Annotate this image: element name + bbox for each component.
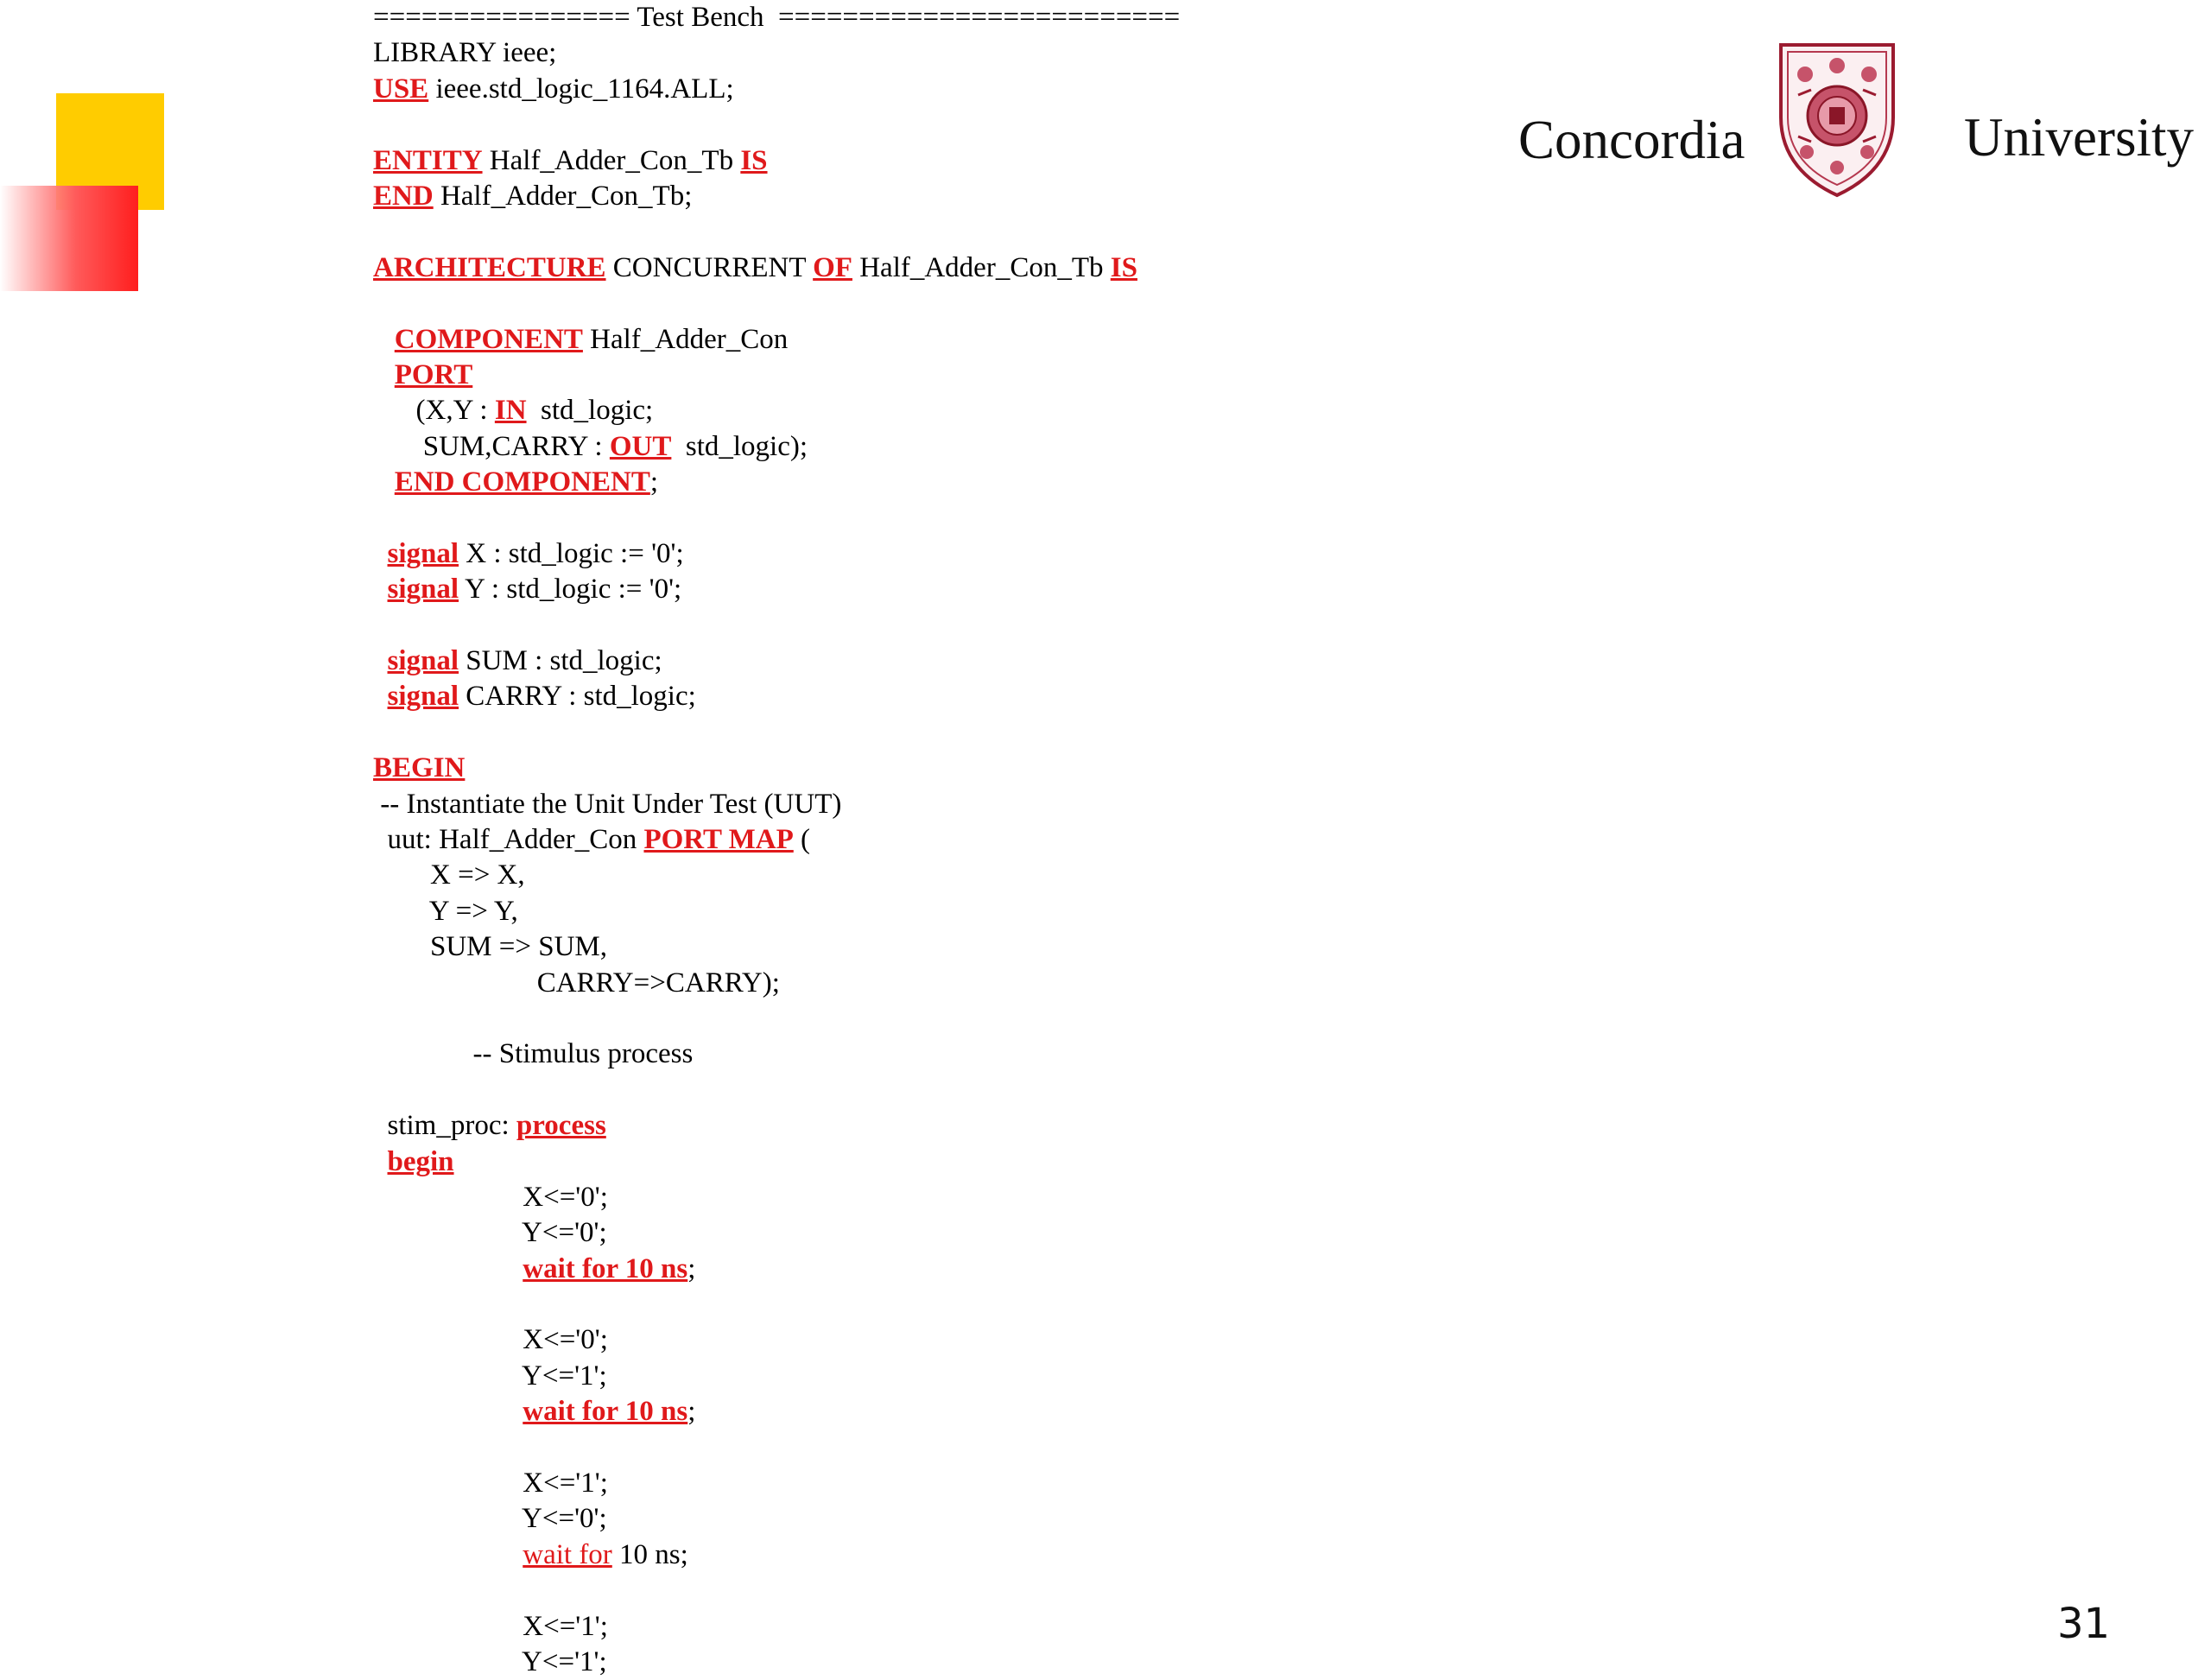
- code-text: ;: [687, 1252, 696, 1284]
- code-line: [373, 1394, 1180, 1430]
- code-text: uut: Half_Adder_Con: [373, 823, 644, 855]
- code-line: [373, 572, 1180, 607]
- code-line: [373, 751, 1180, 786]
- vhdl-code-block: [373, 0, 1180, 1680]
- code-text: ;: [687, 1396, 696, 1428]
- code-text: SUM => SUM,: [373, 931, 608, 963]
- code-text: [373, 1253, 523, 1284]
- code-keyword: wait for 10 ns: [523, 1252, 688, 1284]
- code-text: X<='0';: [373, 1181, 608, 1213]
- code-line: [373, 1501, 1180, 1537]
- code-line: [373, 1645, 1180, 1680]
- code-text: CARRY : std_logic;: [459, 681, 696, 713]
- code-text: Y<='0';: [373, 1503, 607, 1535]
- code-keyword: wait for 10 ns: [523, 1396, 688, 1428]
- code-line: [373, 107, 1180, 143]
- code-text: [373, 324, 395, 355]
- code-text: stim_proc:: [373, 1110, 516, 1142]
- code-text: Half_Adder_Con: [582, 323, 789, 355]
- code-keyword: COMPONENT: [394, 323, 583, 355]
- code-line: [373, 1359, 1180, 1394]
- code-text: [373, 645, 388, 676]
- code-text: (: [793, 823, 811, 855]
- code-line: [373, 1037, 1180, 1072]
- code-line: [373, 1537, 1180, 1573]
- code-line: [373, 143, 1180, 179]
- code-text: Y<='1';: [373, 1645, 607, 1677]
- code-keyword: OUT: [609, 430, 672, 462]
- code-line: [373, 858, 1180, 893]
- code-line: [373, 72, 1180, 107]
- code-line: [373, 715, 1180, 751]
- code-line: [373, 500, 1180, 536]
- code-line: [373, 1466, 1180, 1501]
- code-text: Half_Adder_Con_Tb;: [433, 180, 693, 212]
- code-keyword: END COMPONENT: [394, 466, 650, 498]
- code-keyword: wait for: [523, 1538, 612, 1570]
- code-line: [373, 286, 1180, 321]
- code-line: [373, 322, 1180, 358]
- code-line: [373, 1215, 1180, 1251]
- code-text: [373, 574, 388, 605]
- code-line: [373, 429, 1180, 465]
- code-line: [373, 179, 1180, 214]
- code-line: [373, 1001, 1180, 1037]
- code-text: ================ Test Bench =========================: [373, 2, 1181, 33]
- code-text: std_logic;: [526, 395, 654, 427]
- logo-text-left: Concordia: [1518, 110, 1745, 170]
- page-number: 31: [2057, 1600, 2111, 1648]
- code-text: Y => Y,: [373, 895, 518, 927]
- code-line: [373, 1144, 1180, 1180]
- logo-text-right: University: [1964, 107, 2194, 168]
- code-text: -- Instantiate the Unit Under Test (UUT): [373, 788, 842, 820]
- university-crest-icon: [1772, 38, 1902, 199]
- code-line: [373, 1322, 1180, 1358]
- code-text: SUM,CARRY :: [373, 430, 610, 462]
- code-line: [373, 1180, 1180, 1215]
- university-logo: [1518, 35, 2209, 207]
- code-text: SUM : std_logic;: [459, 645, 662, 677]
- code-text: Y<='1';: [373, 1360, 607, 1392]
- code-line: [373, 643, 1180, 679]
- code-line: [373, 1108, 1180, 1144]
- code-text: X : std_logic := '0';: [459, 537, 684, 569]
- code-text: X => X,: [373, 859, 525, 891]
- code-line: [373, 1609, 1180, 1645]
- code-text: ieee.std_logic_1164.ALL;: [428, 73, 734, 105]
- code-text: [373, 538, 388, 569]
- code-text: Half_Adder_Con_Tb: [482, 144, 741, 176]
- code-text: Y<='0';: [373, 1217, 607, 1249]
- code-keyword: USE: [373, 73, 429, 105]
- code-keyword: PORT MAP: [643, 823, 794, 855]
- code-keyword: IS: [740, 144, 768, 176]
- code-keyword: IN: [494, 395, 527, 427]
- code-line: [373, 1430, 1180, 1466]
- code-line: [373, 393, 1180, 428]
- code-keyword: process: [516, 1110, 606, 1142]
- code-keyword: PORT: [394, 358, 473, 390]
- code-text: 10 ns;: [611, 1538, 688, 1570]
- code-line: [373, 1252, 1180, 1287]
- code-text: [373, 681, 388, 712]
- code-text: LIBRARY ieee;: [373, 37, 557, 69]
- code-keyword: END: [373, 180, 434, 212]
- code-line: [373, 536, 1180, 572]
- code-keyword: OF: [813, 251, 852, 283]
- code-text: [373, 466, 395, 498]
- decorative-red-gradient-square: [0, 186, 138, 291]
- code-keyword: signal: [387, 645, 459, 677]
- code-text: X<='0';: [373, 1324, 608, 1356]
- code-keyword: BEGIN: [373, 752, 466, 784]
- code-line: [373, 35, 1180, 71]
- code-line: [373, 465, 1180, 500]
- code-text: CONCURRENT: [605, 251, 814, 283]
- code-line: [373, 0, 1180, 35]
- code-keyword: signal: [387, 537, 459, 569]
- code-text: ;: [649, 466, 659, 498]
- code-text: X<='1';: [373, 1610, 608, 1642]
- code-text: X<='1';: [373, 1468, 608, 1499]
- code-line: [373, 1287, 1180, 1322]
- code-line: [373, 214, 1180, 250]
- code-text: CARRY=>CARRY);: [373, 967, 780, 998]
- code-line: [373, 1573, 1180, 1608]
- code-keyword: signal: [387, 681, 459, 713]
- code-text: Half_Adder_Con_Tb: [852, 251, 1111, 283]
- code-line: [373, 679, 1180, 714]
- code-line: [373, 250, 1180, 286]
- code-line: [373, 608, 1180, 643]
- code-keyword: signal: [387, 574, 459, 605]
- code-line: [373, 358, 1180, 393]
- code-text: [373, 1539, 523, 1570]
- code-keyword: ENTITY: [373, 144, 483, 176]
- code-text: Y : std_logic := '0';: [459, 574, 682, 605]
- code-keyword: IS: [1110, 251, 1137, 283]
- code-text: [373, 359, 395, 390]
- code-line: [373, 929, 1180, 965]
- code-text: (X,Y :: [373, 395, 495, 427]
- code-line: [373, 966, 1180, 1001]
- code-text: [373, 1146, 388, 1177]
- code-text: std_logic);: [671, 430, 808, 462]
- code-text: -- Stimulus process: [373, 1038, 694, 1070]
- code-line: [373, 787, 1180, 822]
- code-line: [373, 894, 1180, 929]
- code-line: [373, 1073, 1180, 1108]
- code-text: [373, 1396, 523, 1427]
- code-keyword: begin: [387, 1145, 454, 1177]
- code-line: [373, 822, 1180, 858]
- code-keyword: ARCHITECTURE: [373, 251, 606, 283]
